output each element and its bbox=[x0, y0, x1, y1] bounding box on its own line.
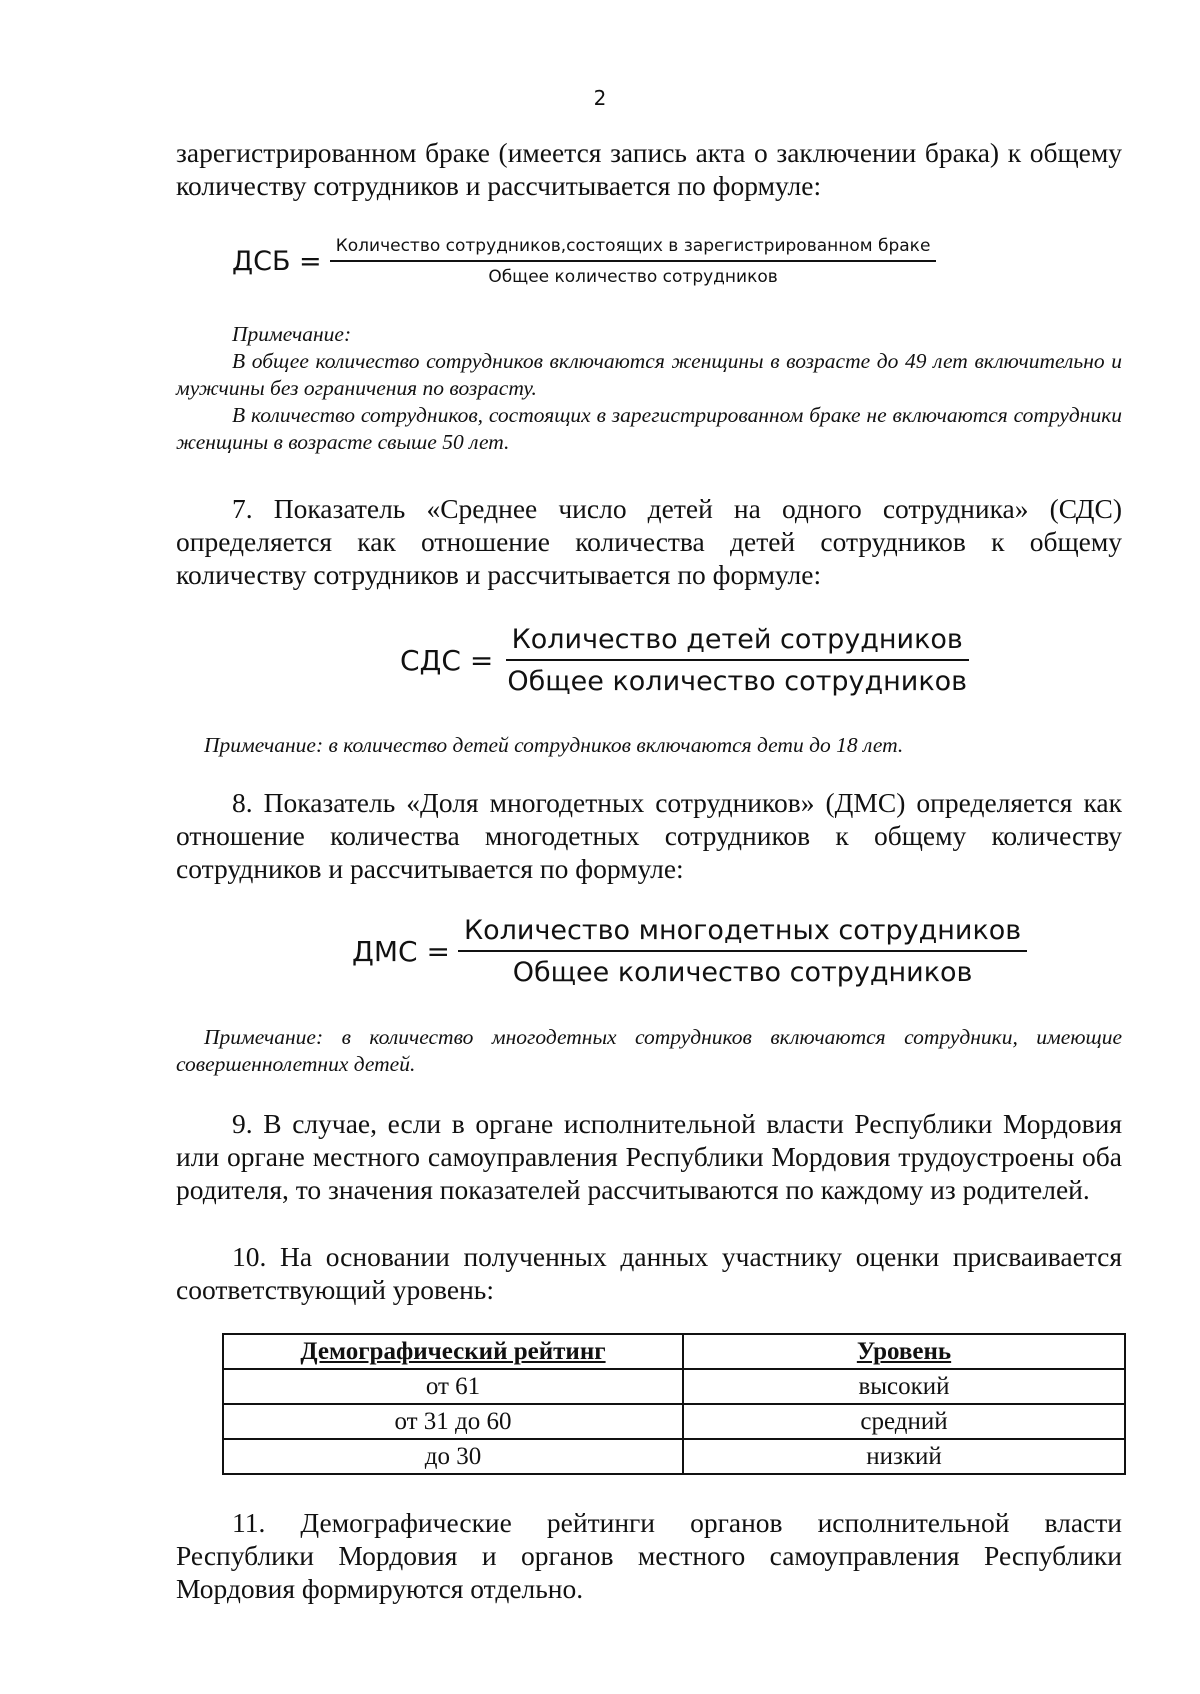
formula-sds-lhs: СДС = bbox=[400, 644, 494, 677]
formula-dms bbox=[352, 915, 1027, 988]
table-header-level: Уровень bbox=[683, 1334, 1125, 1369]
paragraph-9: 9. В случае, если в органе исполнительной власти Республики Мордовия или органе местного самоуправления Республики Мордовия трудоустроены оба родителя, то значения показателей рассчитываются по каждому из родителей. bbox=[176, 1108, 1122, 1205]
table-header-row bbox=[223, 1334, 1125, 1369]
page-number: 2 bbox=[593, 86, 607, 110]
table-cell-rating: от 61 bbox=[223, 1369, 683, 1404]
paragraph-10: 10. На основании полученных данных участнику оценки присваивается соответствующий уровень: bbox=[176, 1241, 1122, 1305]
formula-sds-fraction bbox=[501, 624, 973, 697]
formula-sds-numerator: Количество детей сотрудников bbox=[506, 624, 969, 661]
table-header-rating: Демографический рейтинг bbox=[223, 1334, 683, 1369]
note-dsb-title: Примечание: bbox=[232, 322, 352, 346]
table-cell-level: средний bbox=[683, 1404, 1125, 1439]
rating-table bbox=[222, 1333, 1126, 1475]
paragraph-8: 8. Показатель «Доля многодетных сотрудников» (ДМС) определяется как отношение количества многодетных сотрудников к общему количеству сотрудников и рассчитывается по формуле: bbox=[176, 787, 1122, 884]
note-sds: Примечание: в количество детей сотрудников включаются дети до 18 лет. bbox=[204, 733, 904, 757]
formula-dsb-numerator: Количество сотрудников,состоящих в зарегистрированном браке bbox=[330, 236, 937, 262]
formula-dms-lhs: ДМС = bbox=[352, 935, 450, 968]
table-cell-rating: от 31 до 60 bbox=[223, 1404, 683, 1439]
paragraph-intro: зарегистрированном браке (имеется запись акта о заключении брака) к общему количеству сотрудников и рассчитывается по формуле: bbox=[176, 137, 1122, 201]
formula-dsb bbox=[232, 236, 936, 287]
formula-dsb-fraction bbox=[330, 236, 937, 287]
paragraph-7: 7. Показатель «Среднее число детей на одного сотрудника» (СДС) определяется как отношение количества детей сотрудников к общему количеству сотрудников и рассчитывается по формуле: bbox=[176, 493, 1122, 590]
table-cell-rating: до 30 bbox=[223, 1439, 683, 1474]
formula-dsb-denominator: Общее количество сотрудников bbox=[488, 267, 778, 287]
formula-sds bbox=[400, 624, 973, 697]
note-dsb-line1: В общее количество сотрудников включаются женщины в возрасте до 49 лет включительно и мужчины без ограничения по возрасту. bbox=[176, 349, 1122, 400]
table-row bbox=[223, 1404, 1125, 1439]
table-cell-level: высокий bbox=[683, 1369, 1125, 1404]
note-dsb-line2: В количество сотрудников, состоящих в зарегистрированном браке не включаются сотрудники женщины в возрасте свыше 50 лет. bbox=[176, 403, 1122, 454]
note-dms: Примечание: в количество многодетных сотрудников включаются сотрудники, имеющие совершеннолетних детей. bbox=[176, 1025, 1122, 1076]
table-row bbox=[223, 1439, 1125, 1474]
formula-dms-denominator: Общее количество сотрудников bbox=[512, 957, 973, 988]
note-dsb bbox=[176, 321, 1122, 456]
formula-dms-numerator: Количество многодетных сотрудников bbox=[458, 915, 1027, 952]
table-row bbox=[223, 1369, 1125, 1404]
paragraph-11: 11. Демографические рейтинги органов исполнительной власти Республики Мордовия и органов местного самоуправления Республики Мордовия формируются отдельно. bbox=[176, 1507, 1122, 1604]
formula-dms-fraction bbox=[458, 915, 1027, 988]
formula-sds-denominator: Общее количество сотрудников bbox=[507, 666, 968, 697]
table-cell-level: низкий bbox=[683, 1439, 1125, 1474]
formula-dsb-lhs: ДСБ = bbox=[232, 246, 322, 277]
